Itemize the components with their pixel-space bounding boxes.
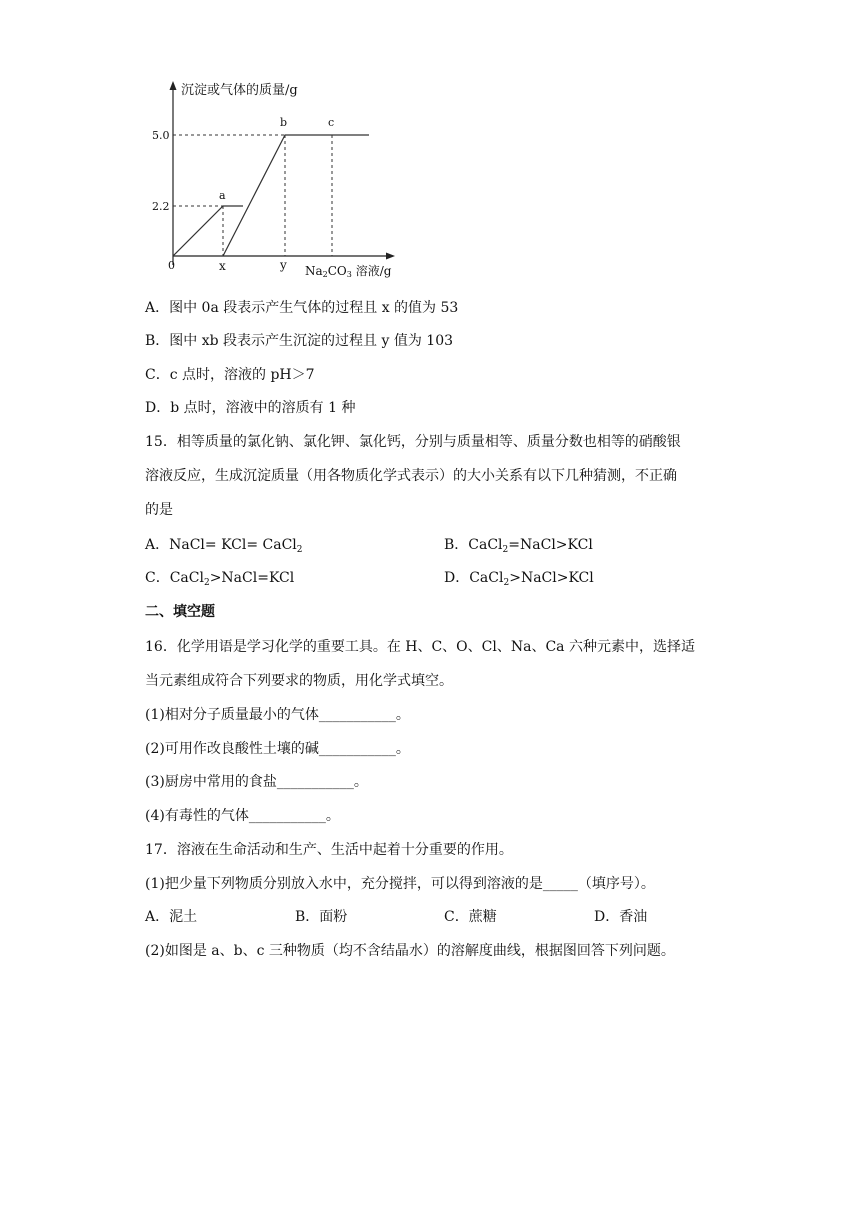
q16-part3: (3)厨房中常用的食盐___________。 [145, 774, 368, 790]
gas-curve [173, 206, 243, 256]
x-tick-y: y [280, 258, 287, 272]
y-tick-2-2: 2.2 [152, 200, 170, 213]
q14-option-c: C．c 点时，溶液的 pH＞7 [145, 367, 315, 383]
q14-option-b: B．图中 xb 段表示产生沉淀的过程且 y 值为 103 [145, 333, 454, 349]
precipitate-curve [223, 135, 369, 256]
x-axis-label: Na2CO3 溶液/g [305, 264, 392, 279]
q17-part1: (1)把少量下列物质分别放入水中，充分搅拌，可以得到溶液的是_____（填序号）。 [145, 876, 655, 892]
q15-stem-line1: 15．相等质量的氯化钠、氯化钾、氯化钙，分别与质量相等、质量分数也相等的硝酸银 [145, 434, 681, 450]
q17-stem: 17．溶液在生命活动和生产、生活中起着十分重要的作用。 [145, 842, 513, 858]
y-axis-arrow [170, 81, 177, 90]
point-c-label: c [328, 116, 335, 129]
q15-stem-line3: 的是 [145, 502, 173, 518]
q16-part4: (4)有毒性的气体___________。 [145, 808, 340, 824]
q15-option-d: D．CaCl$_2$>NaCl>KCl [444, 570, 594, 588]
origin-label: 0 [168, 259, 175, 272]
x-tick-x: x [219, 259, 226, 273]
q15-option-b: B．CaCl$_2$=NaCl>KCl [444, 537, 593, 555]
q16-stem-line2: 当元素组成符合下列要求的物质，用化学式填空。 [145, 673, 453, 689]
point-a-label: a [219, 189, 226, 202]
q15-stem-line2: 溶液反应，生成沉淀质量（用各物质化学式表示）的大小关系有以下几种猜测，不正确 [145, 468, 677, 484]
q17-option-b: B．面粉 [295, 909, 348, 925]
reaction-mass-graph [152, 75, 415, 285]
section-title: 二、填空题 [145, 604, 215, 620]
x-axis-arrow [386, 253, 395, 260]
q16-stem-line1: 16．化学用语是学习化学的重要工具。在 H、C、O、Cl、Na、Ca 六种元素中，选择适 [145, 639, 695, 655]
q14-option-d: D．b 点时，溶液中的溶质有 1 种 [145, 400, 356, 416]
q14-option-a: A．图中 0a 段表示产生气体的过程且 x 的值为 53 [145, 300, 459, 316]
q16-part1: (1)相对分子质量最小的气体___________。 [145, 707, 410, 723]
q17-option-c: C．蔗糖 [444, 909, 497, 925]
q15-option-a: A．NaCl= KCl= CaCl$_2$ [145, 537, 303, 555]
point-b-label: b [280, 116, 288, 129]
y-tick-5-0: 5.0 [152, 129, 170, 142]
q17-option-d: D．香油 [594, 909, 648, 925]
y-axis-label: 沉淀或气体的质量/g [181, 83, 298, 98]
q15-option-c: C．CaCl$_2$>NaCl=KCl [145, 570, 295, 588]
q17-option-a: A．泥土 [145, 909, 198, 925]
q16-part2: (2)可用作改良酸性土壤的碱___________。 [145, 741, 410, 757]
q17-part2: (2)如图是 a、b、c 三种物质（均不含结晶水）的溶解度曲线，根据图回答下列问题。 [145, 943, 675, 959]
